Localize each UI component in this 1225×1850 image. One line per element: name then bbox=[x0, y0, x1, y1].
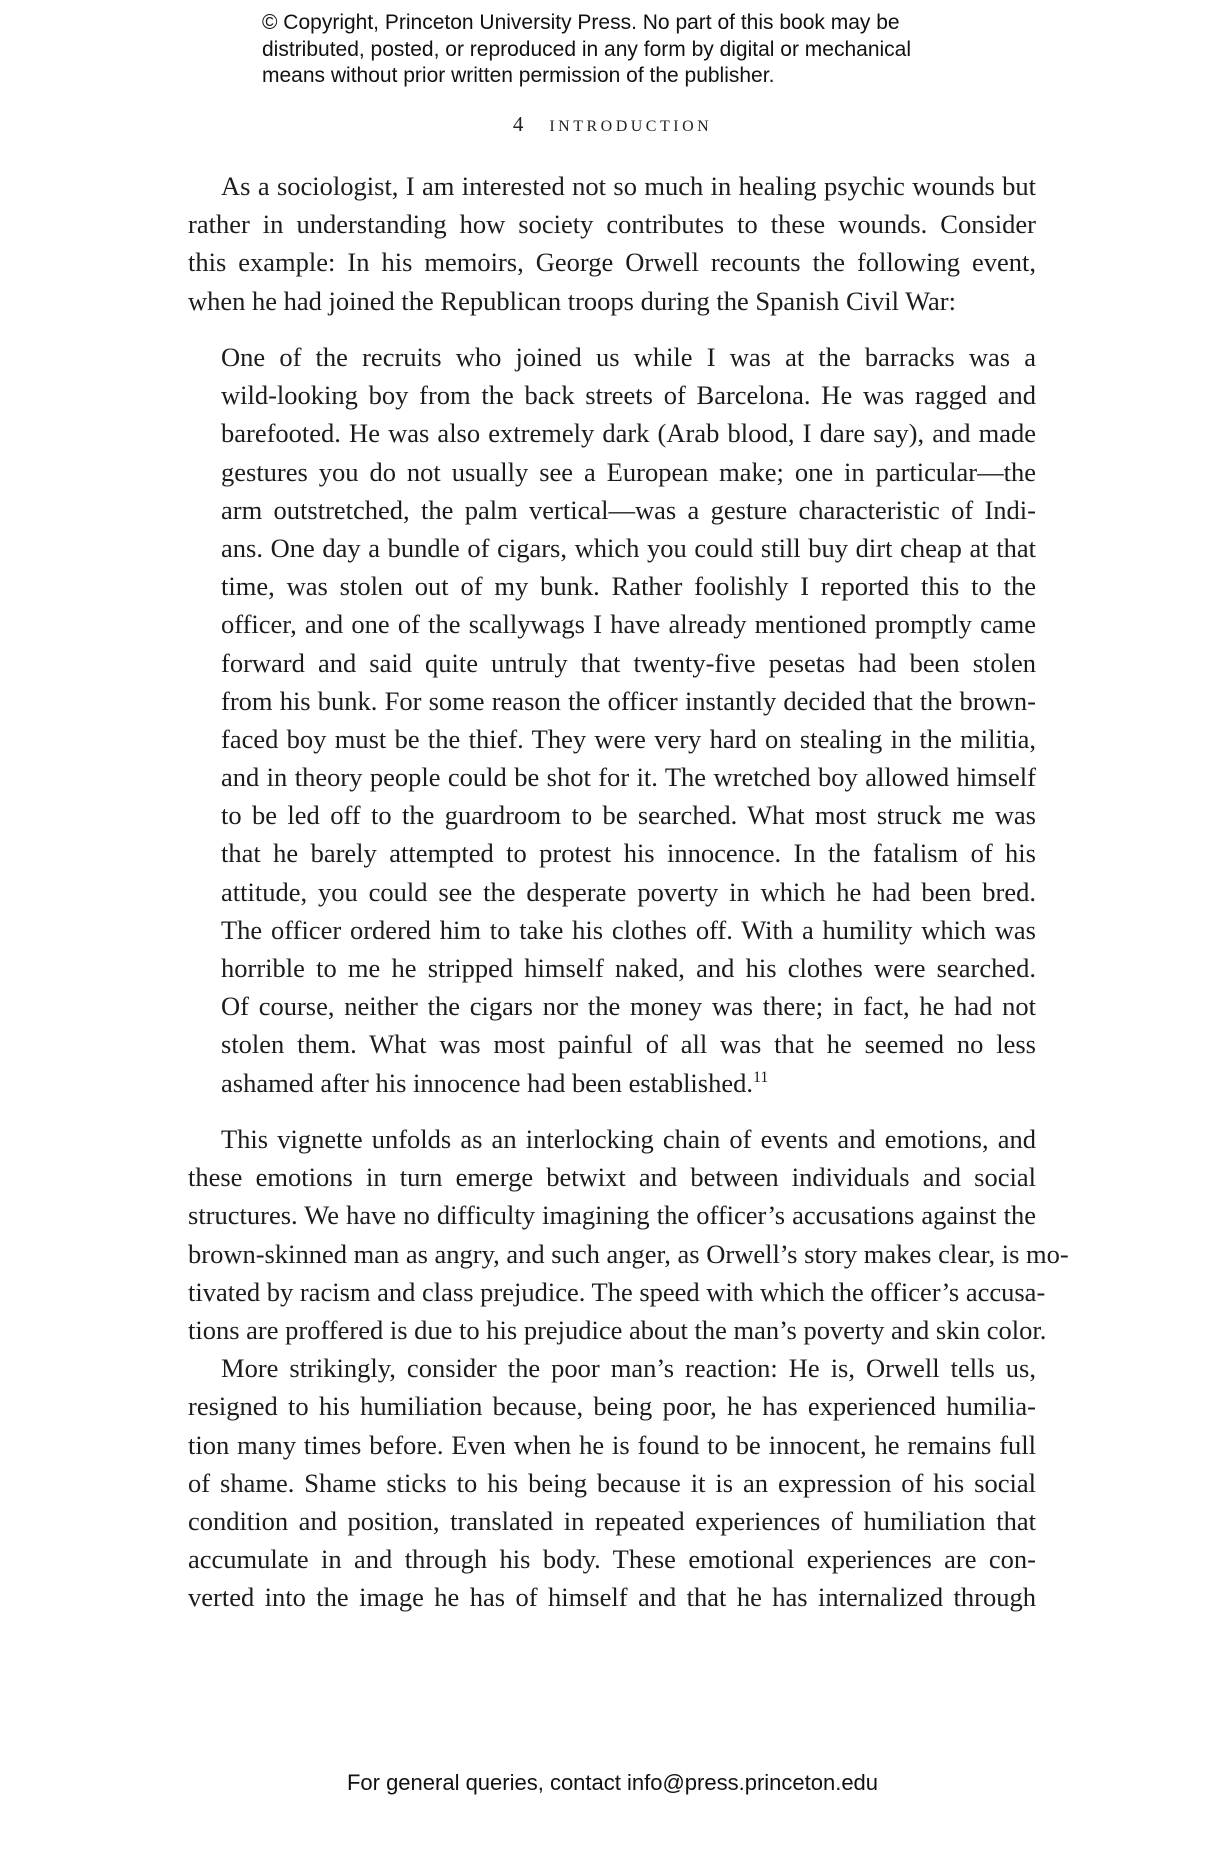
quote-line: horrible to me he stripped himself naked, and his clothes were searched. bbox=[221, 953, 1036, 983]
quote-line: wild-looking boy from the back streets of Barcelona. He was ragged and bbox=[221, 380, 1036, 411]
text-line: verted into the image he has of himself and that he has internalized through bbox=[188, 1582, 1036, 1613]
quote-line: barefooted. He was also extremely dark (Arab blood, I dare say), and made bbox=[221, 418, 1036, 449]
quote-line: and in theory people could be shot for it. The wretched boy allowed himself bbox=[221, 762, 1036, 793]
block-quote bbox=[221, 338, 1036, 1102]
text-line: when he had joined the Republican troops during the Spanish Civil War: bbox=[188, 285, 956, 316]
paragraph-1 bbox=[188, 167, 1036, 320]
quote-line: One of the recruits who joined us while I was at the barracks was a bbox=[221, 342, 1036, 372]
copyright-notice bbox=[262, 10, 982, 90]
text-line: condition and position, translated in repeated experiences of humiliation that bbox=[188, 1505, 1036, 1536]
quote-line: arm outstretched, the palm vertical—was a gesture characteristic of Indi- bbox=[221, 494, 1036, 525]
quote-line: faced boy must be the thief. They were very hard on stealing in the militia, bbox=[221, 723, 1036, 754]
quote-line-text: ashamed after his innocence had been established. bbox=[221, 1067, 753, 1098]
text-line: This vignette unfolds as an interlocking chain of events and emotions, and bbox=[221, 1124, 1036, 1154]
quote-line: The officer ordered him to take his clothes off. With a humility which was bbox=[221, 914, 1036, 945]
chapter-title: INTRODUCTION bbox=[549, 118, 713, 135]
quote-line: ans. One day a bundle of cigars, which you could still buy dirt cheap at that bbox=[221, 532, 1036, 563]
quote-line: time, was stolen out of my bunk. Rather foolishly I reported this to the bbox=[221, 571, 1036, 602]
quote-line: forward and said quite untruly that twenty-five pesetas had been stolen bbox=[221, 647, 1036, 678]
text-line: resigned to his humiliation because, being poor, he has experienced humilia- bbox=[188, 1391, 1036, 1422]
text-line: this example: In his memoirs, George Orwell recounts the following event, bbox=[188, 247, 1036, 278]
quote-line: Of course, neither the cigars nor the money was there; in fact, he had not bbox=[221, 991, 1036, 1022]
text-line: these emotions in turn emerge betwixt and between individuals and social bbox=[188, 1162, 1036, 1193]
quote-line: attitude, you could see the desperate poverty in which he had been bred. bbox=[221, 876, 1036, 907]
text-line: brown-skinned man as angry, and such anger, as Orwell’s story makes clear, is mo- bbox=[188, 1238, 1069, 1269]
quote-line-final bbox=[221, 1064, 1036, 1102]
quote-line: that he barely attempted to protest his innocence. In the fatalism of his bbox=[221, 838, 1036, 869]
text-line: tivated by racism and class prejudice. The speed with which the officer’s accusa- bbox=[188, 1276, 1046, 1307]
text-line: As a sociologist, I am interested not so much in healing psychic wounds but bbox=[221, 171, 1036, 201]
copyright-line: distributed, posted, or reproduced in any form by digital or mechanical bbox=[262, 37, 912, 61]
quote-line: gestures you do not usually see a European make; one in particular—the bbox=[221, 456, 1036, 487]
page-number: 4 bbox=[512, 112, 524, 136]
text-line: structures. We have no difficulty imagining the officer’s accusations against the bbox=[188, 1200, 1036, 1231]
footnote-reference[interactable]: 11 bbox=[753, 1068, 769, 1086]
quote-line: officer, and one of the scallywags I have already mentioned promptly came bbox=[221, 609, 1036, 640]
text-line: More strikingly, consider the poor man’s reaction: He is, Orwell tells us, bbox=[221, 1353, 1036, 1384]
text-line: accumulate in and through his body. These emotional experiences are con- bbox=[188, 1544, 1036, 1575]
text-line: of shame. Shame sticks to his being because it is an expression of his social bbox=[188, 1467, 1036, 1498]
quote-line: stolen them. What was most painful of all was that he seemed no less bbox=[221, 1029, 1036, 1060]
text-line: tion many times before. Even when he is found to be innocent, he remains full bbox=[188, 1429, 1036, 1460]
copyright-line: means without prior written permission of the publisher. bbox=[262, 64, 775, 87]
text-line: rather in understanding how society contributes to these wounds. Consider bbox=[188, 209, 1036, 240]
quote-line: to be led off to the guardroom to be searched. What most struck me was bbox=[221, 800, 1036, 831]
running-head bbox=[0, 112, 1225, 137]
copyright-line: © Copyright, Princeton University Press. No part of this book may be bbox=[262, 11, 900, 34]
paragraph-2 bbox=[188, 1120, 1069, 1616]
footer-contact: For general queries, contact info@press.princeton.edu bbox=[346, 1770, 879, 1795]
quote-line: from his bunk. For some reason the officer instantly decided that the brown- bbox=[221, 685, 1036, 716]
text-line: tions are proffered is due to his prejudice about the man’s poverty and skin color. bbox=[188, 1314, 1047, 1345]
